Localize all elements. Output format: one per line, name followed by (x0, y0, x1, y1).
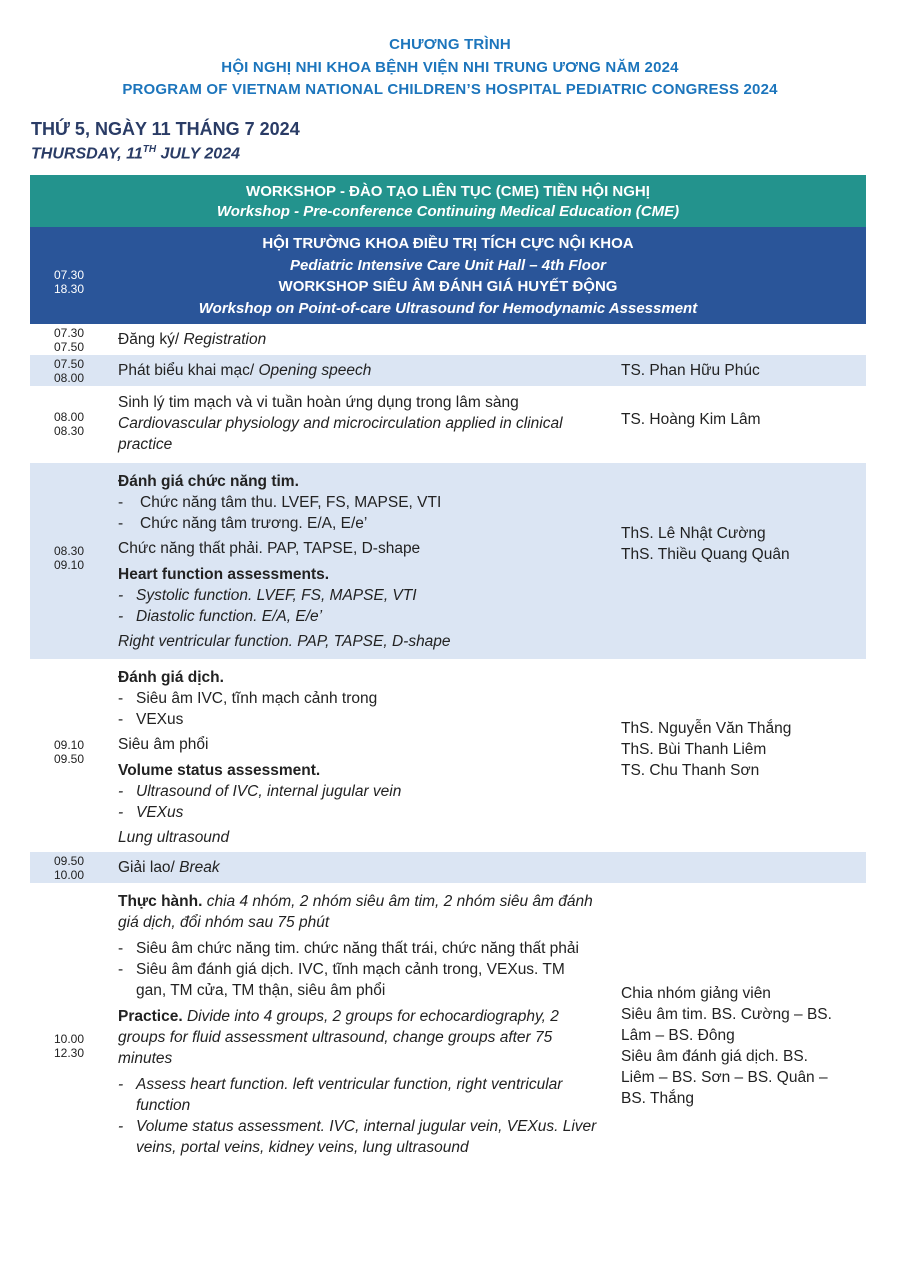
session-practice (30, 883, 866, 1203)
session-time: 07.50 08.00 (53, 357, 85, 385)
session-title: Giải lao/ Break (118, 859, 220, 876)
hall-band (30, 227, 866, 324)
workshop-band (30, 175, 866, 227)
session-content: Đánh giá dịch. - Siêu âm IVC, tĩnh mạch cảnh trong - VEXus Siêu âm phổi Volume status assessment. - Ultrasound of IVC, internal jugular vein - VEXus Lung ultrasound (118, 669, 402, 846)
program-title: CHƯƠNG TRÌNH (389, 36, 511, 53)
session-time: 09.50 10.00 (53, 854, 85, 882)
session-title: Đăng ký/ Registration (118, 331, 267, 348)
session-content: Thực hành. chia 4 nhóm, 2 nhóm siêu âm tim, 2 nhóm siêu âm đánh giá dịch, đổi nhóm sau 75 phút - Siêu âm chức năng tim. chức năng thất trái, chức năng thất phải - Siêu âm đánh giá dịch. IVC, tĩnh mạch cảnh trong, VEXus. TM gan, TM cửa, TM thận, siêu âm phổi Practice. Divide into 4 groups, 2 groups for echocardiography, 2 groups for fluid assessment ultrasound, change groups after 75 minutes - Assess heart function. left ventricular function, right ventricular function - Volume status assessment. IVC, internal jugular vein, VEXus. Liver veins, portal veins, kidney veins, lung ultrasound (118, 893, 597, 1156)
session-time: 07.30 07.50 (53, 326, 85, 354)
session-speakers: ThS. Lê Nhật Cường ThS. Thiều Quang Quân (621, 525, 790, 563)
session-time: 10.00 12.30 (53, 1032, 85, 1060)
session-speaker: TS. Phan Hữu Phúc (621, 362, 760, 379)
congress-title-en: PROGRAM OF VIETNAM NATIONAL CHILDREN’S HOSPITAL PEDIATRIC CONGRESS 2024 (122, 81, 778, 98)
workshop-title-en: Workshop - Pre-conference Continuing Medical Education (CME) (216, 203, 680, 220)
session-heart-function (30, 463, 866, 659)
date-en: THURSDAY, 11TH JULY 2024 (31, 144, 240, 163)
session-time: 09.10 09.50 (53, 738, 85, 766)
hall-title-en: Pediatric Intensive Care Unit Hall – 4th Floor (290, 256, 606, 274)
session-registration (30, 324, 866, 355)
session-physiology (30, 386, 866, 463)
congress-title-vi: HỘI NGHỊ NHI KHOA BỆNH VIỆN NHI TRUNG ƯƠNG NĂM 2024 (221, 59, 679, 76)
session-speakers: ThS. Nguyễn Văn Thắng ThS. Bùi Thanh Liêm TS. Chu Thanh Sơn (621, 720, 792, 779)
session-time: 08.00 08.30 (53, 410, 85, 438)
date-vi: THỨ 5, NGÀY 11 THÁNG 7 2024 (31, 119, 300, 139)
workshop-title-vi: WORKSHOP - ĐÀO TẠO LIÊN TỤC (CME) TIỀN HỘI NGHỊ (246, 183, 650, 200)
ws-title-vi: WORKSHOP SIÊU ÂM ĐÁNH GIÁ HUYẾT ĐỘNG (278, 278, 618, 295)
session-speaker: TS. Hoàng Kim Lâm (621, 411, 761, 428)
session-volume-status (30, 659, 866, 852)
hall-time: 07.30 18.30 (53, 268, 85, 296)
session-opening (30, 355, 866, 386)
session-break (30, 852, 866, 883)
session-title: Phát biểu khai mạc/ Opening speech (118, 362, 372, 379)
session-title: Sinh lý tim mạch và vi tuần hoàn ứng dụng trong lâm sàng Cardiovascular physiology and microcirculation applied in clinical practice (118, 394, 563, 453)
session-content: Đánh giá chức năng tim. - Chức năng tâm thu. LVEF, FS, MAPSE, VTI - Chức năng tâm trương. E/A, E/e’ Chức năng thất phải. PAP, TAPSE, D-shape Heart function assessments. - Systolic function. LVEF, FS, MAPSE, VTI - Diastolic function. E/A, E/e’ Right ventricular function. PAP, TAPSE, D-shape (118, 473, 451, 650)
ws-title-en: Workshop on Point-of-care Ultrasound for Hemodynamic Assessment (198, 299, 698, 317)
session-time: 08.30 09.10 (53, 544, 85, 572)
session-speakers: Chia nhóm giảng viên Siêu âm tim. BS. Cường – BS. Lâm – BS. Đông Siêu âm đánh giá dịch. BS. Liêm – BS. Sơn – BS. Quân – BS. Thắng (621, 985, 832, 1107)
hall-title-vi: HỘI TRƯỜNG KHOA ĐIỀU TRỊ TÍCH CỰC NỘI KHOA (262, 235, 634, 252)
